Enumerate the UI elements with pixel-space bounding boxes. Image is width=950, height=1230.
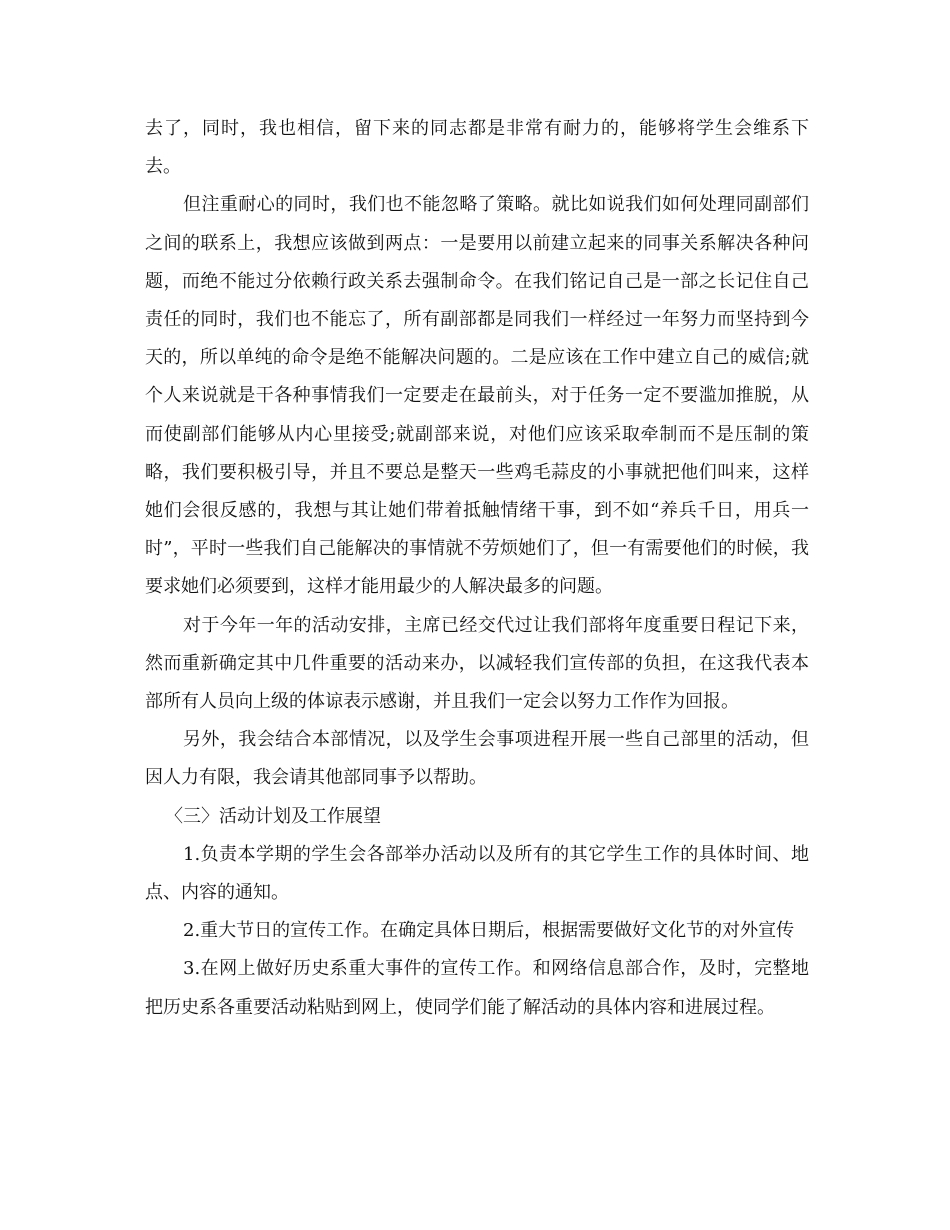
list-item-2: 2.重大节日的宣传工作。在确定具体日期后，根据需要做好文化节的对外宣传	[183, 920, 795, 942]
list-item-1: 1.负责本学期的学生会各部举办活动以及所有的其它学生工作的具体时间、地点、内容的通知。	[145, 843, 809, 904]
section-heading: 〈三〉活动计划及工作展望	[165, 805, 381, 827]
paragraph-strategy: 但注重耐心的同时，我们也不能忽略了策略。就比如说我们如何处理同副部们之间的联系上，我想应该做到两点：一是要用以前建立起来的同事关系解决各种问题，而绝不能过分依赖行政关系去强制命令。在我们铭记自己是一部之长记住自己责任的同时，我们也不能忘了，所有副部都是同我们一样经过一年努力而坚持到今天的，所以单纯的命令是绝不能解决问题的。二是应该在工作中建立自己的威信;就个人来说就是干各种事情我们一定要走在最前头，对于任务一定不要滥加推脱，从而使副部们能够从内心里接受;就副部来说，对他们应该采取牵制而不是压制的策略，我们要积极引导，并且不要总是整天一些鸡毛蒜皮的小事就把他们叫来，这样她们会很反感的，我想与其让她们带着抵触情绪干事，到不如“养兵千日，用兵一时”，平时一些我们自己能解决的事情就不劳烦她们了，但一有需要他们的时候，我要求她们必须要到，这样才能用最少的人解决最多的问题。	[145, 194, 809, 598]
paragraph-annual-plan: 对于今年一年的活动安排，主席已经交代过让我们部将年度重要日程记下来，然而重新确定其中几件重要的活动来办，以减轻我们宣传部的负担，在这我代表本部所有人员向上级的体谅表示感谢，并且我们一定会以努力工作作为回报。	[145, 614, 809, 713]
paragraph-continuation: 去了，同时，我也相信，留下来的同志都是非常有耐力的，能够将学生会维系下去。	[145, 118, 809, 178]
list-item-3: 3.在网上做好历史系重大事件的宣传工作。和网络信息部合作，及时，完整地把历史系各重要活动粘贴到网上，使同学们能了解活动的具体内容和进展过程。	[145, 958, 809, 1018]
document-page	[145, 110, 809, 1027]
paragraph-additional-activities: 另外，我会结合本部情况，以及学生会事项进程开展一些自己部里的活动，但因人力有限，我会请其他部同事予以帮助。	[145, 729, 809, 789]
